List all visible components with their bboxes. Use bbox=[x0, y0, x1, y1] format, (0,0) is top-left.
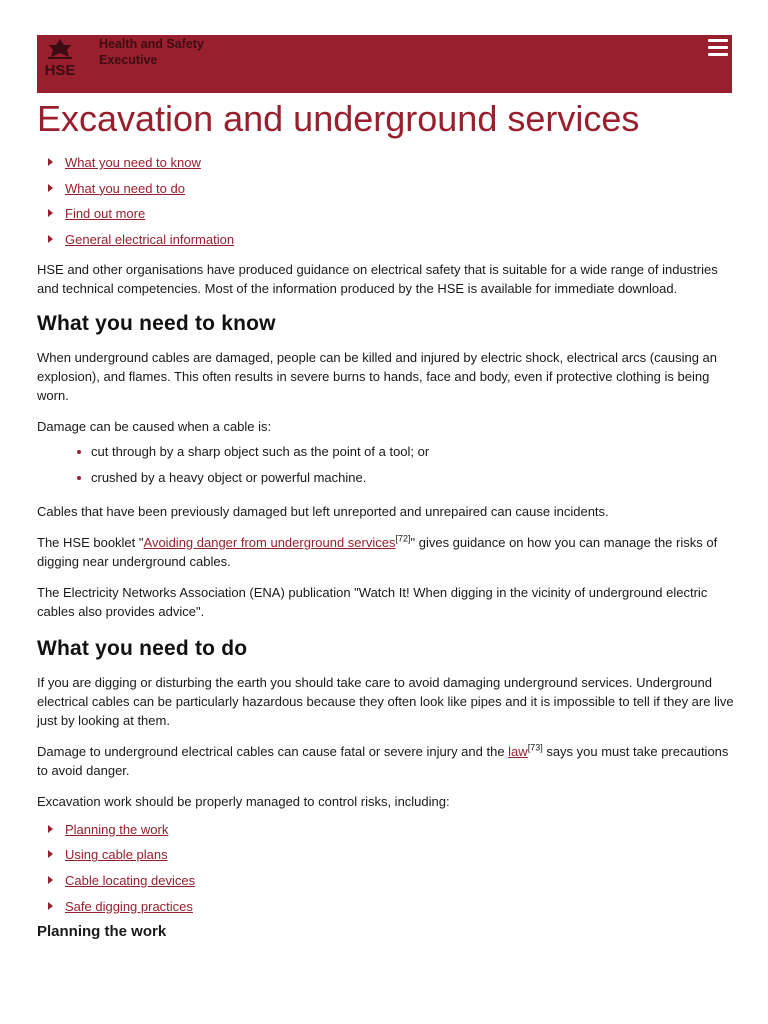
section-heading-know: What you need to know bbox=[37, 311, 276, 335]
reference: [73] bbox=[527, 742, 543, 753]
toc-item bbox=[37, 152, 737, 178]
list-item bbox=[37, 819, 737, 845]
main-content bbox=[37, 152, 737, 942]
section-heading-do: What you need to do bbox=[37, 636, 248, 660]
list-item: crushed by a heavy object or powerful machine. bbox=[37, 468, 737, 494]
paragraph: The Electricity Networks Association (ENA) publication "Watch It! When digging in the vicinity of underground electric cables also provides advice". bbox=[37, 584, 708, 619]
link-planning-the-work[interactable]: Planning the work bbox=[65, 821, 169, 837]
intro-paragraph: HSE and other organisations have produced guidance on electrical safety that is suitable for a wide range of industries and technical competencies. Most of the information produced by the HSE is available for immediate download. bbox=[37, 261, 718, 296]
paragraph-booklet bbox=[37, 533, 737, 571]
org-name bbox=[99, 36, 204, 68]
paragraph-law bbox=[37, 742, 737, 780]
booklet-link[interactable]: Avoiding danger from underground services bbox=[143, 534, 396, 550]
topic-link-list bbox=[37, 819, 737, 922]
text: Damage to underground electrical cables can cause fatal or severe injury and the bbox=[37, 743, 509, 759]
site-header bbox=[37, 35, 732, 93]
bullet-list bbox=[37, 442, 737, 494]
link-cable-locating-devices[interactable]: Cable locating devices bbox=[65, 873, 196, 889]
paragraph: Excavation work should be properly managed to control risks, including: bbox=[37, 793, 450, 809]
link-using-cable-plans[interactable]: Using cable plans bbox=[65, 847, 168, 863]
paragraph: If you are digging or disturbing the earth you should take care to avoid damaging underground services. Underground electrical cables can be particularly hazardous because they often look like pipes and it is impossible to tell if they are live just by looking at them. bbox=[37, 674, 734, 728]
toc-item bbox=[37, 203, 737, 229]
paragraph: Damage can be caused when a cable is: bbox=[37, 418, 272, 434]
list-item bbox=[37, 870, 737, 896]
paragraph: When underground cables are damaged, people can be killed and injured by electric shock, electrical arcs (causing an explosion), and flames. This often results in severe burns to hands, face and body, even if protective clothing is being worn. bbox=[37, 349, 718, 403]
hse-logo-icon bbox=[39, 37, 81, 79]
toc-item bbox=[37, 229, 737, 255]
toc-link-find-out-more[interactable]: Find out more bbox=[65, 206, 146, 222]
org-name-line1: Health and Safety bbox=[99, 37, 204, 51]
law-link[interactable]: law bbox=[508, 743, 528, 759]
subheading-planning: Planning the work bbox=[37, 922, 167, 940]
page-title: Excavation and underground services bbox=[37, 98, 640, 139]
toc-link-general-electrical[interactable]: General electrical information bbox=[65, 232, 235, 248]
reference: [72] bbox=[395, 533, 411, 544]
list-item bbox=[37, 896, 737, 922]
paragraph: Cables that have been previously damaged but left unreported and unrepaired can cause incidents. bbox=[37, 503, 609, 519]
menu-icon[interactable] bbox=[708, 39, 728, 57]
text: The HSE booklet " bbox=[37, 534, 144, 550]
link-safe-digging-practices[interactable]: Safe digging practices bbox=[65, 898, 193, 914]
text: says you must take precautions to avoid danger. bbox=[37, 743, 729, 778]
text: " gives guidance on how you can manage the risks of digging near underground cables. bbox=[37, 534, 718, 569]
list-item bbox=[37, 844, 737, 870]
toc-link-what-to-do[interactable]: What you need to do bbox=[65, 180, 185, 196]
org-name-line2: Executive bbox=[99, 53, 158, 67]
list-item: cut through by a sharp object such as the point of a tool; or bbox=[37, 442, 737, 468]
hse-logo[interactable] bbox=[39, 37, 81, 79]
toc-item bbox=[37, 178, 737, 204]
toc-list bbox=[37, 152, 737, 255]
toc-link-what-to-know[interactable]: What you need to know bbox=[65, 155, 201, 170]
logo-text: HSE bbox=[44, 62, 76, 79]
